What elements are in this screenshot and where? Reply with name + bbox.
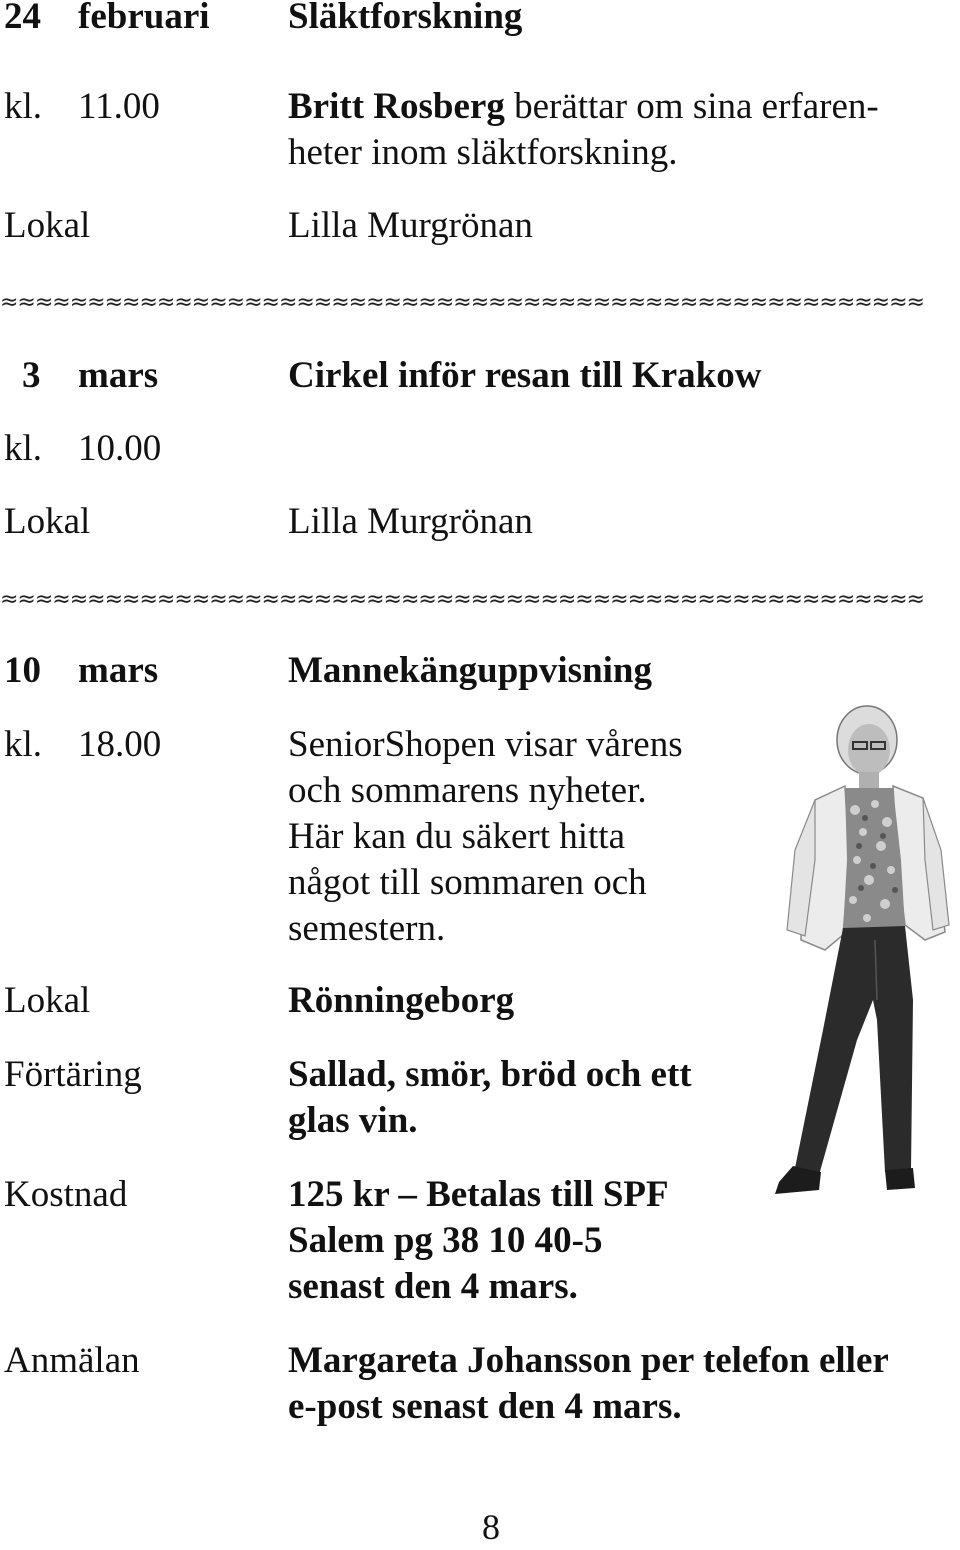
event3-description-line: semestern. bbox=[288, 908, 446, 949]
event3-signup-line: e-post senast den 4 mars. bbox=[288, 1386, 682, 1427]
event1-description-rest: berättar om sina erfaren- bbox=[504, 86, 879, 127]
event1-description-line1 bbox=[288, 84, 879, 130]
event3-time-value: 18.00 bbox=[78, 724, 162, 765]
event1-place-label: Lokal bbox=[4, 205, 91, 246]
event3-cost-label: Kostnad bbox=[4, 1174, 128, 1215]
event1-title: Släktforskning bbox=[288, 0, 523, 37]
event3-signup-line: Margareta Johansson per telefon eller bbox=[288, 1340, 889, 1381]
event3-food-label: Förtäring bbox=[4, 1054, 142, 1095]
event3-place-label: Lokal bbox=[4, 980, 91, 1021]
event3-date-day: 10 bbox=[4, 650, 41, 691]
event3-food-line: Sallad, smör, bröd och ett bbox=[288, 1054, 692, 1095]
event1-time-value: 11.00 bbox=[78, 86, 160, 127]
event1-date-month: februari bbox=[78, 0, 210, 37]
event3-food-line: glas vin. bbox=[288, 1100, 418, 1141]
event1-description-line2: heter inom släktforskning. bbox=[288, 132, 678, 173]
event2-title: Cirkel inför resan till Krakow bbox=[288, 355, 762, 396]
event2-time-value: 10.00 bbox=[78, 428, 162, 469]
fashion-model-photo bbox=[745, 700, 955, 1205]
event1-place-value: Lilla Murgrönan bbox=[288, 205, 533, 246]
event2-place-label: Lokal bbox=[4, 501, 91, 542]
event3-cost-line: 125 kr – Betalas till SPF bbox=[288, 1174, 669, 1215]
event2-time-label: kl. bbox=[4, 428, 43, 469]
event3-title: Mannekänguppvisning bbox=[288, 650, 653, 691]
event3-cost-line: Salem pg 38 10 40-5 bbox=[288, 1220, 603, 1261]
event1-speaker: Britt Rosberg bbox=[288, 86, 505, 127]
event2-date-day: 3 bbox=[22, 355, 41, 396]
section-divider: ≈≈≈≈≈≈≈≈≈≈≈≈≈≈≈≈≈≈≈≈≈≈≈≈≈≈≈≈≈≈≈≈≈≈≈≈≈≈≈≈≈≈≈≈≈≈≈≈≈≈≈≈≈ bbox=[0, 588, 924, 612]
event2-date-month: mars bbox=[78, 355, 159, 396]
event3-description-line: något till sommaren och bbox=[288, 862, 647, 903]
event3-signup-label: Anmälan bbox=[4, 1340, 140, 1381]
event3-date-month: mars bbox=[78, 650, 159, 691]
page-number: 8 bbox=[482, 1507, 500, 1547]
event3-time-label: kl. bbox=[4, 724, 43, 765]
event2-place-value: Lilla Murgrönan bbox=[288, 501, 533, 542]
event3-cost-line: senast den 4 mars. bbox=[288, 1266, 578, 1307]
event1-time-label: kl. bbox=[4, 86, 43, 127]
event3-description-line: SeniorShopen visar vårens bbox=[288, 724, 683, 765]
event3-description-line: och sommarens nyheter. bbox=[288, 770, 647, 811]
event1-date-day: 24 bbox=[4, 0, 41, 37]
section-divider: ≈≈≈≈≈≈≈≈≈≈≈≈≈≈≈≈≈≈≈≈≈≈≈≈≈≈≈≈≈≈≈≈≈≈≈≈≈≈≈≈≈≈≈≈≈≈≈≈≈≈≈≈≈ bbox=[0, 291, 924, 315]
event3-description-line: Här kan du säkert hitta bbox=[288, 816, 625, 857]
event3-place-value: Rönningeborg bbox=[288, 980, 515, 1021]
